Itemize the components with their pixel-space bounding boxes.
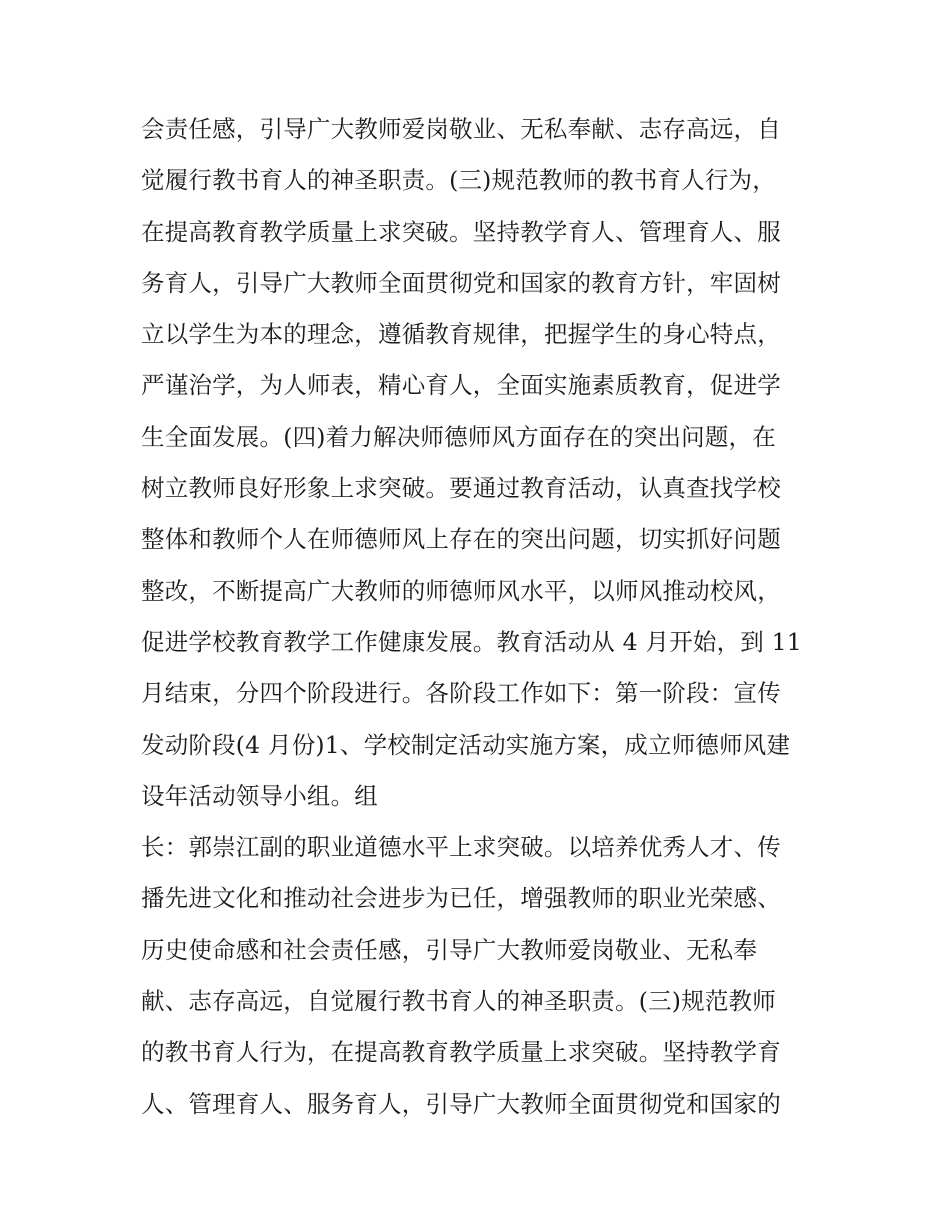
text-line: 促进学校教育教学工作健康发展。教育活动从 4 月开始，到 11 (141, 627, 802, 656)
text-line: 在提高教育教学质量上求突破。坚持教学育人、管理育人、服 (141, 217, 781, 246)
body-text (141, 104, 821, 1130)
text-line: 生全面发展。(四)着力解决师德师风方面存在的突出问题，在 (141, 422, 776, 451)
text-line: 长：郭崇江副的职业道德水平上求突破。以培养优秀人才、传 (141, 833, 781, 862)
text-line: 人、管理育人、服务育人，引导广大教师全面贯彻党和国家的 (141, 1089, 781, 1118)
text-line: 务育人，引导广大教师全面贯彻党和国家的教育方针，牢固树 (141, 268, 781, 297)
text-line: 会责任感，引导广大教师爱岗敬业、无私奉献、志存高远，自 (141, 115, 781, 143)
text-line: 月结束，分四个阶段进行。各阶段工作如下：第一阶段：宣传 (141, 679, 781, 708)
text-line: 树立教师良好形象上求突破。要通过教育活动，认真查找学校 (141, 474, 781, 503)
text-line: 的教书育人行为，在提高教育教学质量上求突破。坚持教学育 (141, 1038, 781, 1067)
text-line: 设年活动领导小组。组 (141, 781, 378, 810)
text-line: 整改，不断提高广大教师的师德师风水平，以师风推动校风， (141, 576, 781, 605)
text-line: 发动阶段(4 月份)1、学校制定活动实施方案，成立师德师风建 (141, 730, 791, 759)
text-line: 整体和教师个人在师德师风上存在的突出问题，切实抓好问题 (141, 525, 781, 554)
text-line: 播先进文化和推动社会进步为已任，增强教师的职业光荣感、 (141, 884, 781, 913)
text-line: 严谨治学，为人师表，精心育人，全面实施素质教育，促进学 (141, 371, 781, 400)
text-line: 历史使命感和社会责任感，引导广大教师爱岗敬业、无私奉 (141, 935, 758, 964)
text-line: 觉履行教书育人的神圣职责。(三)规范教师的教书育人行为， (141, 166, 776, 195)
text-line: 立以学生为本的理念，遵循教育规律，把握学生的身心特点， (141, 320, 781, 349)
text-line: 献、志存高远，自觉履行教书育人的神圣职责。(三)规范教师 (141, 987, 776, 1016)
